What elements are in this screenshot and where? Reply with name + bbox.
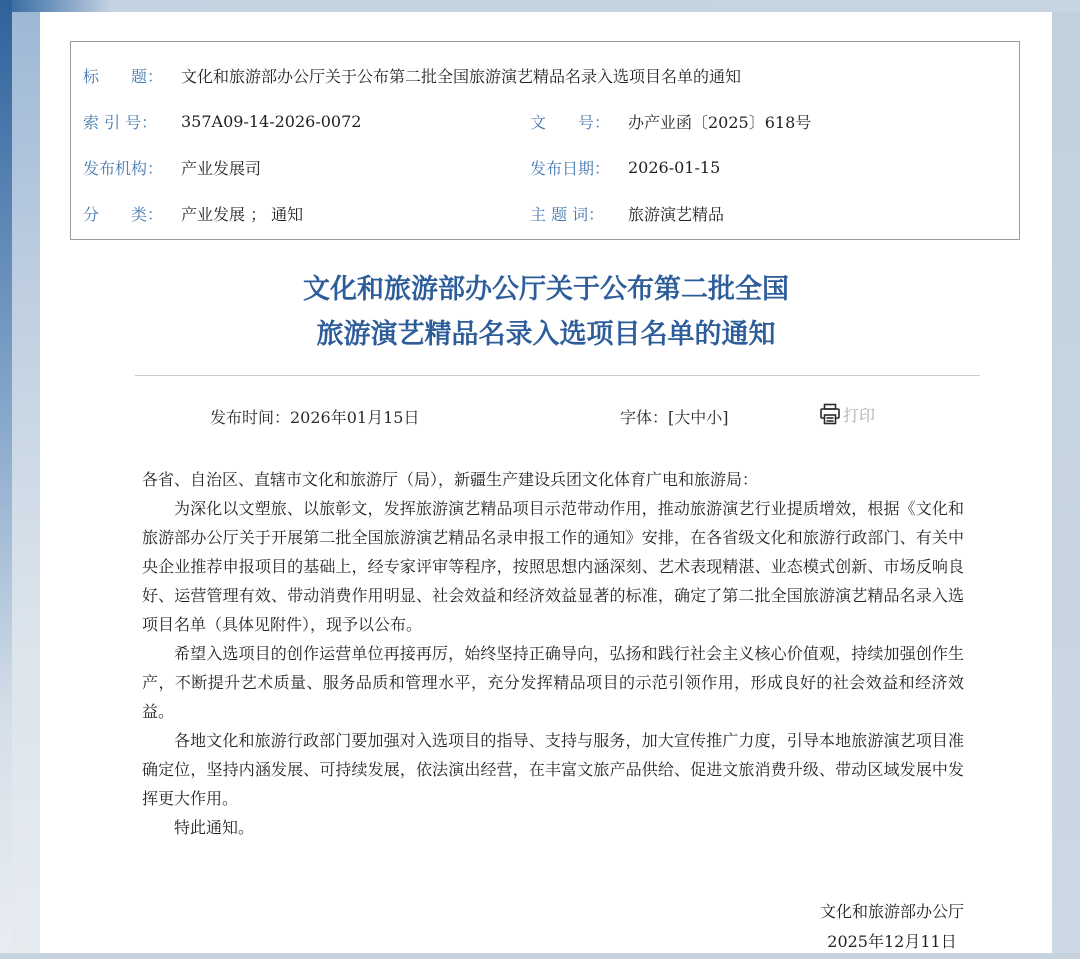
index-number-label: 索 引 号：: [83, 112, 158, 132]
subject-words-label: 主 题 词：: [530, 204, 605, 224]
font-size-large-link[interactable]: 大: [674, 408, 691, 427]
meta-row-category-subject: [71, 190, 1019, 236]
paragraph-salutation: 各省、自治区、直辖市文化和旅游厅（局），新疆生产建设兵团文化体育广电和旅游局：: [142, 470, 759, 489]
publish-date-label: 发布日期：: [530, 158, 611, 178]
meta-cell-title: [71, 64, 1021, 87]
title-divider: [135, 375, 980, 376]
page-frame-top: [0, 0, 1080, 12]
index-number-value: 357A09-14-2026-0072: [181, 111, 362, 131]
meta-cell-agency: [71, 156, 518, 179]
category-value: 产业发展 ； 通知: [181, 204, 304, 224]
font-size-medium-link[interactable]: 中: [690, 408, 707, 427]
publish-info-row: [40, 402, 1052, 430]
page-frame-right: [1052, 12, 1080, 953]
print-button[interactable]: [818, 402, 875, 426]
meta-cell-index: [71, 110, 518, 133]
document-metadata-box: [70, 41, 1020, 240]
page-frame-left-dark: [0, 0, 12, 959]
paragraph-closing: 特此通知。: [174, 818, 255, 837]
font-size-small-link[interactable]: 小: [706, 408, 723, 427]
signature-inner: [820, 897, 964, 957]
publish-time-text: 发布时间：2026年01月15日: [210, 408, 420, 427]
meta-cell-subject: [518, 202, 1021, 225]
font-size-suffix: ]: [722, 408, 729, 427]
paragraph-expectation: 希望入选项目的创作运营单位再接再厉，始终坚持正确导向，弘扬和践行社会主义核心价值观，持续加强创作生产，不断提升艺术质量、服务品质和管理水平，充分发挥精品项目的示范引领作用，形成良好的社会效益和经济效益。: [142, 644, 964, 721]
signature-date: 2025年12月11日: [827, 932, 957, 951]
publish-date-value: 2026-01-15: [628, 157, 721, 177]
meta-cell-date: [518, 156, 1021, 179]
publish-agency-value: 产业发展司: [181, 158, 262, 178]
document-body: [142, 465, 964, 842]
publish-agency-label: 发布机构：: [83, 158, 164, 178]
category-label: 分 类：: [83, 204, 164, 224]
print-button-label: 打印: [843, 405, 876, 425]
meta-row-agency-date: [71, 144, 1019, 190]
doc-number-value: 办产业函〔2025〕618号: [628, 112, 812, 132]
signature-block: [142, 897, 964, 957]
meta-cell-category: [71, 202, 518, 225]
paragraph-announcement: 为深化以文塑旅、以旅彰文，发挥旅游演艺精品项目示范带动作用，推动旅游演艺行业提质增效，根据《文化和旅游部办公厅关于开展第二批全国旅游演艺精品名录申报工作的通知》安排，在各省级文化和旅游行政部门、有关中央企业推荐申报项目的基础上，经专家评审等程序，按照思想内涵深刻、艺术表现精湛、业态模式创新、市场反响良好、运营管理有效、带动消费作用明显、社会效益和经济效益显著的标准，确定了第二批全国旅游演艺精品名录入选项目名单（具体见附件），现予以公布。: [142, 499, 964, 634]
title-field-label: 标 题：: [83, 66, 164, 86]
font-size-prefix: 字体：[: [620, 408, 675, 427]
title-field-value: 文化和旅游部办公厅关于公布第二批全国旅游演艺精品名录入选项目名单的通知: [181, 66, 742, 86]
page-title-line2: 旅游演艺精品名录入选项目名单的通知: [316, 319, 776, 350]
page-title-line1: 文化和旅游部办公厅关于公布第二批全国: [303, 274, 789, 305]
subject-words-value: 旅游演艺精品: [628, 204, 725, 224]
page-title: [40, 267, 1052, 357]
meta-row-title: [71, 52, 1019, 98]
document-content-area: [40, 12, 1052, 953]
meta-row-index-docnum: [71, 98, 1019, 144]
meta-cell-docnum: [518, 110, 1021, 133]
doc-number-label: 文 号：: [530, 112, 611, 132]
font-size-control: [620, 405, 729, 428]
printer-icon: [818, 402, 842, 426]
signature-org: 文化和旅游部办公厅: [819, 902, 964, 921]
page-frame-left-light: [12, 12, 40, 959]
paragraph-requirements: 各地文化和旅游行政部门要加强对入选项目的指导、支持与服务，加大宣传推广力度，引导本地旅游演艺项目准确定位，坚持内涵发展、可持续发展，依法演出经营，在丰富文旅产品供给、促进文旅消费升级、带动区域发展中发挥更大作用。: [142, 731, 964, 808]
